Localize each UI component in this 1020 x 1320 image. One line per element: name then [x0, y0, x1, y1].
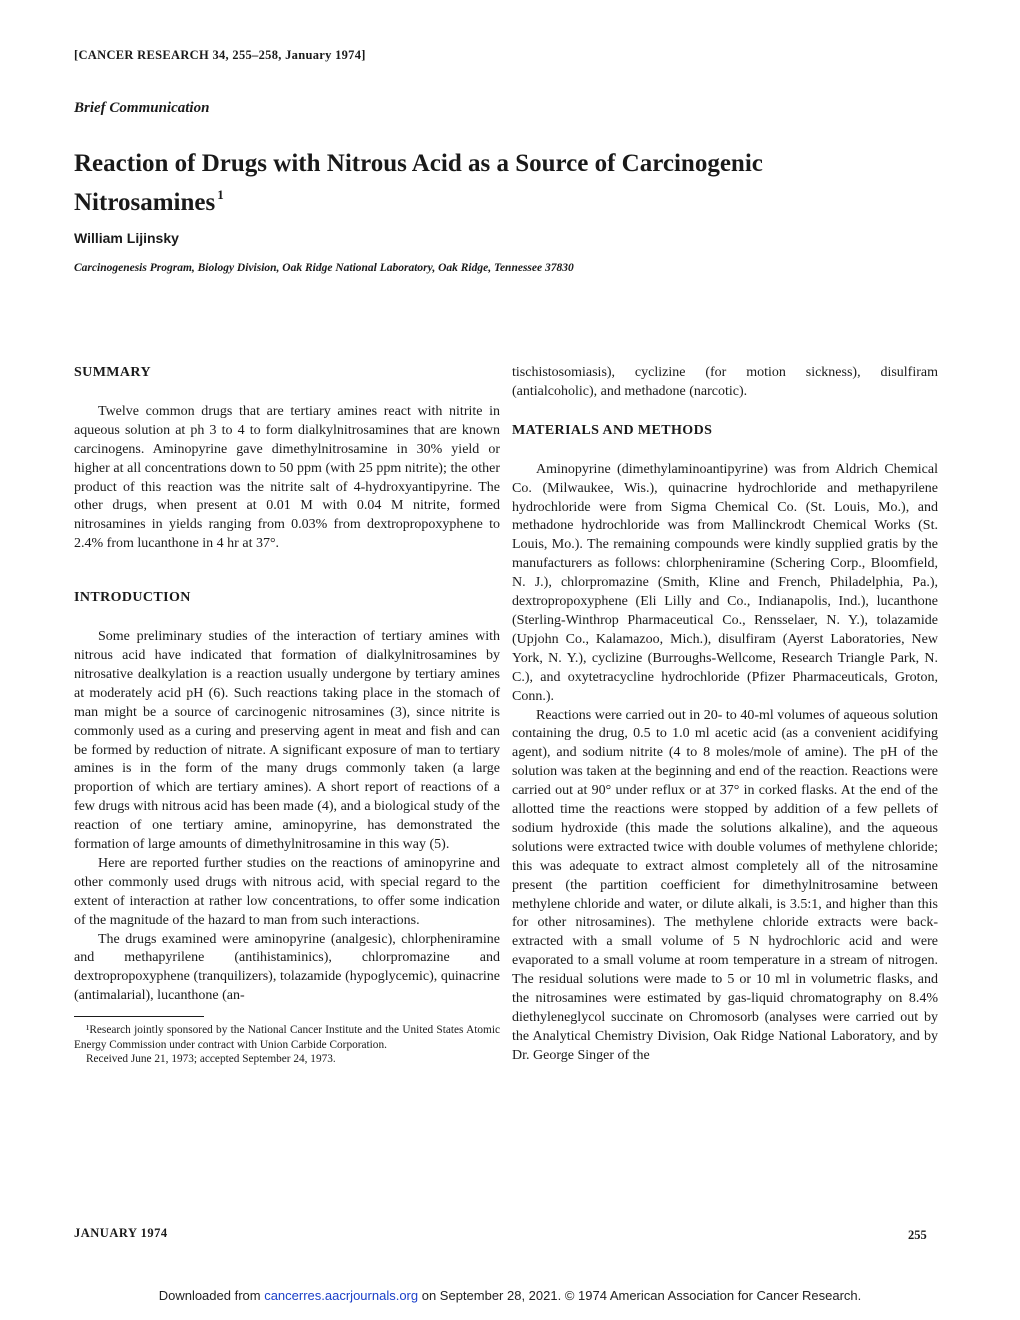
journal-link[interactable]: cancerres.aacrjournals.org	[264, 1288, 419, 1303]
left-column	[74, 364, 500, 1067]
right-column	[512, 364, 938, 1066]
summary-heading: SUMMARY	[74, 365, 151, 380]
introduction-heading: INTRODUCTION	[74, 590, 191, 606]
download-suffix: on September 28, 2021. © 1974 American Association for Cancer Research.	[418, 1288, 862, 1303]
intro-continuation: tischistosomiasis), cyclizine (for motion sickness), disulfiram (antialcoholic), and methadone (narcotic).	[512, 365, 938, 399]
intro-paragraph-1: Some preliminary studies of the interaction of tertiary amines with nitrous acid have indicated that formation of dialkylnitrosamines by nitrosative dealkylation is a reaction usually undergone by tertiary amines at moderately acid pH (6). Such reactions taking place in the stomach of man might be a source of carcinogenic nitrosamines (3), since nitrite is commonly used as a curing and preserving agent in meat and fish and can be formed by reduction of nitrate. A significant exposure of man to tertiary amines is in the form of the many drugs commonly taken (a large proportion of which are tertiary amines). A short report of reactions of a few drugs with nitrous acid has been made (4), and a biological study of the reaction of one tertiary amine, aminopyrine, has demonstrated the formation of large amounts of dimethylnitrosamine in this way (5).	[74, 629, 500, 853]
methods-heading: MATERIALS AND METHODS	[512, 422, 713, 438]
methods-paragraph-1: Aminopyrine (dimethylaminoantipyrine) was from Aldrich Chemical Co. (Milwaukee, Wis.), quinacrine hydrochloride and methapyrilene hydrochloride were from Sigma Chemical Co. (St. Louis, Mo.), and methadone hydrochloride was from Mallinckrodt Chemical Works (St. Louis, Mo.). The remaining compounds were kindly supplied gratis by the manufacturers as follows: chlorpheniramine (Schering Corp., Bloomfield, N. J.), chlorpromazine (Smith, Kline and French, Philadelphia, Pa.), dextropropoxyphene (Eli Lilly and Co., Indianapolis, Ind.), lucanthone (Sterling-Winthrop Pharmaceutical Co., Rensselaer, N. Y.), tolazamide (Upjohn Co., Kalamazoo, Mich.), disulfiram (Ayerst Laboratories, New York, N. Y.), cyclizine (Burroughs-Wellcome, Research Triangle Park, N. C.), and oxytetracycline hydrochloride (Pfizer Pharmaceuticals, Groton, Conn.).	[512, 461, 938, 704]
article-title	[74, 148, 834, 218]
journal-citation: [CANCER RESEARCH 34, 255–258, January 1974]	[74, 48, 366, 62]
intro-paragraph-2: Here are reported further studies on the reactions of aminopyrine and other commonly used drugs with nitrous acid, with special regard to the extent of interaction at rather low concentrations, to offer some indication of the magnitude of the hazard to man from such interactions.	[74, 855, 500, 928]
section-label: Brief Communication	[74, 100, 210, 116]
author-affiliation: Carcinogenesis Program, Biology Division, Oak Ridge National Laboratory, Oak Ridge, Tennessee 37830	[74, 262, 574, 274]
title-footnote-mark: 1	[217, 187, 224, 202]
footnotes	[74, 1023, 500, 1067]
methods-paragraph-2: Reactions were carried out in 20- to 40-ml volumes of aqueous solution containing the drug, 0.5 to 1.0 ml acetic acid (as a convenient acidifying agent), and sodium nitrite (4 to 8 moles/mole of amine). The pH of the solution was taken at the beginning and end of the reaction. Reactions were carried out at 90° under reflux or at 37° in corked flasks. At the end of the allotted time the reactions were stopped by addition of a few pellets of sodium hydroxide (this made the solutions alkaline), and the aqueous solutions were extracted twice with double volumes of methylene chloride; this was adequate to extract almost completely all of the nitrosamine present (the partition coefficient for dimethylnitrosamine between methylene chloride and water, or dilute alkali, is 3.5:1, and higher than this for other nitrosamines). The methylene chloride extracts were back-extracted with a small volume of 5 N hydrochloric acid and were evaporated to a small volume at room temperature in a stream of nitrogen. The residual solutions were made to 5 or 10 ml in volumetric flasks, and the nitrosamines were estimated by gas-liquid chromatography on 8.4% diethyleneglycol succinate on Chromosorb (analyses were carried out by the Analytical Chemistry Division, Oak Ridge National Laboratory, and by Dr. George Singer of the	[512, 707, 938, 1063]
author-name: William Lijinsky	[74, 230, 179, 246]
footnote-divider	[74, 1016, 204, 1017]
summary-paragraph: Twelve common drugs that are tertiary amines react with nitrite in aqueous solution at ph 3 to 4 to form dialkylnitrosamines that are known carcinogens. Aminopyrine gave dimethylnitrosamine in 30% yield or higher at all concentrations down to 50 ppm (with 25 ppm nitrite); the other product of this reaction was the nitrite salt of 4-hydroxyantipyrine. The other drugs, when present at 0.01 M with 0.04 M nitrite, formed nitrosamines in yields ranging from 0.03% from dextropropoxyphene to 2.4% from lucanthone in 4 hr at 37°.	[74, 403, 500, 552]
footnote-funding: ¹Research jointly sponsored by the National Cancer Institute and the United States Atomic Energy Commission under contract with Union Carbide Corporation.	[74, 1024, 500, 1051]
download-notice	[0, 1288, 1020, 1303]
download-prefix: Downloaded from	[158, 1288, 265, 1303]
article-title-text: Reaction of Drugs with Nitrous Acid as a Source of Carcinogenic Nitrosamines	[74, 150, 763, 216]
footnote-received: Received June 21, 1973; accepted September 24, 1973.	[86, 1053, 336, 1066]
intro-paragraph-3: The drugs examined were aminopyrine (analgesic), chlorpheniramine and methapyrilene (antihistaminics), chlorpromazine and dextropropoxyphene (tranquilizers), tolazamide (hypoglycemic), quinacrine (antimalarial), lucanthone (an-	[74, 931, 500, 1004]
issue-date: JANUARY 1974	[74, 1226, 168, 1240]
page-number: 255	[908, 1228, 927, 1242]
